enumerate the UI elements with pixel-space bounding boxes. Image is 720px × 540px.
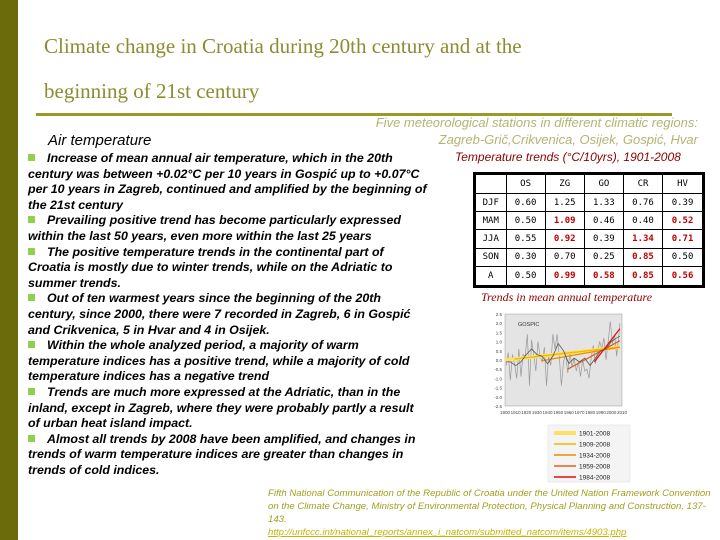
bullet-text: Out of ten warmest years since the beginning of the 20th century, since 2000, there were 7 recorded in Zagreb, 6 in Gospić and Crikvenica, 5 in Hvar and 4 in Osijek. — [28, 291, 411, 337]
row-label: SON — [475, 248, 507, 266]
citation-text: Fifth National Communication of the Republic of Croatia under the United Nation Framework Convention on the Climate Change, Ministry of Environmental Protection, Physical Planning and Construction, 137-143. — [268, 488, 711, 525]
table-title: Temperature trends (°C/10yrs), 1901-2008 — [455, 150, 681, 164]
table-cell: 0.46 — [584, 212, 623, 230]
stations-note — [376, 114, 698, 148]
x-tick-label: 1900 — [499, 410, 511, 415]
table-row — [475, 248, 704, 266]
x-tick-label: 1950 — [553, 410, 564, 415]
column-header: ZG — [545, 174, 584, 194]
bullet-text: Within the whole analyzed period, a majority of warm temperature indices has a positive trend, while a majority of cold temperature indices has a negative trend — [28, 338, 410, 384]
sidebar-accent-bar — [0, 0, 18, 540]
y-tick-label: -1.5 — [494, 385, 502, 391]
y-tick-label: 2.5 — [495, 312, 502, 317]
y-tick-label: 0.5 — [495, 348, 502, 354]
table-cell: 0.50 — [663, 248, 704, 266]
row-label: JJA — [475, 230, 507, 248]
stations-line1: Five meteorological stations in different climatic regions: — [375, 115, 698, 130]
bullet-item — [28, 291, 428, 338]
bullet-list — [28, 151, 428, 478]
bullet-text: Increase of mean annual air temperature, which in the 20th century was between +0.02°C per 10 years in Gospić up to +0.07°C per 10 years in Zagreb, continued and amplified by the beginning of the 21st century — [28, 151, 427, 212]
x-tick-label: 1920 — [521, 410, 532, 415]
chart-title: GOSPIC — [518, 322, 540, 328]
x-tick-label: 1960 — [563, 410, 574, 415]
table-caption: Trends in mean annual temperature — [481, 290, 653, 304]
y-tick-label: -1.0 — [494, 376, 502, 382]
row-label: MAM — [475, 212, 507, 230]
y-tick-label: 0.0 — [495, 358, 502, 363]
x-tick-label: 1990 — [595, 410, 606, 415]
table-cell: 0.58 — [584, 267, 623, 287]
bullet-item — [28, 432, 428, 479]
table-cell: 0.76 — [623, 193, 662, 211]
table-cell: 0.85 — [623, 267, 662, 287]
y-tick-label: -2.0 — [494, 394, 502, 400]
x-tick-label: 2000 — [606, 410, 617, 415]
table-cell: 0.99 — [545, 267, 584, 287]
y-tick-label: 1.0 — [495, 339, 502, 345]
table-cell: 0.39 — [584, 230, 623, 248]
bullet-marker-icon — [28, 216, 35, 223]
table-cell: 0.50 — [506, 267, 545, 287]
slide-title-line1: Climate change in Croatia during 20th century and at the — [44, 34, 522, 58]
bullet-item — [28, 338, 428, 385]
table-cell: 0.85 — [623, 248, 662, 266]
bullet-text: Trends are much more expressed at the Adriatic, than in the inland, except in Zagreb, where they were probably partly a result of urban heat island impact. — [28, 384, 414, 431]
bullet-item — [28, 245, 428, 292]
x-tick-label: 1980 — [585, 410, 596, 415]
x-tick-label: 2010 — [616, 410, 628, 415]
row-label: DJF — [475, 193, 507, 211]
legend-label: 1901-2008 — [579, 430, 611, 438]
gospic-temperature-chart — [478, 306, 638, 486]
bullet-marker-icon — [28, 294, 35, 301]
bullet-item — [28, 151, 428, 213]
table-cell: 0.71 — [663, 230, 704, 248]
section-heading: Air temperature — [48, 132, 152, 149]
y-tick-label: -2.5 — [494, 404, 502, 409]
column-header: OS — [506, 174, 545, 194]
table-cell: 0.40 — [623, 212, 662, 230]
table-cell: 0.30 — [506, 248, 545, 266]
legend-label: 1984-2008 — [579, 474, 611, 482]
table-row — [475, 230, 704, 248]
table-cell: 0.50 — [506, 212, 545, 230]
x-tick-label: 1970 — [574, 410, 585, 415]
column-header: CR — [623, 174, 662, 194]
bullet-text: The positive temperature trends in the continental part of Croatia is mostly due to winter trends, while on the Adriatic to summer trends. — [28, 244, 393, 290]
y-tick-label: 1.5 — [495, 330, 502, 336]
table-cell: 1.09 — [545, 212, 584, 230]
bullet-marker-icon — [28, 435, 35, 442]
legend-label: 1959-2008 — [579, 463, 611, 471]
bullet-text: Almost all trends by 2008 have been amplified, and changes in trends of warm temperature indices are greater than changes in trends of cold indices. — [28, 431, 416, 477]
citation-link[interactable]: http://unfccc.int/national_reports/annex_i_natcom/submitted_natcom/items/4903.php — [268, 527, 627, 538]
table-cell: 0.39 — [663, 193, 704, 211]
table-cell: 0.25 — [584, 248, 623, 266]
table-cell: 1.25 — [545, 193, 584, 211]
bullet-marker-icon — [28, 388, 35, 395]
table-cell: 0.92 — [545, 230, 584, 248]
trend-table — [473, 172, 705, 288]
table-cell: 0.60 — [506, 193, 545, 211]
column-header: GO — [584, 174, 623, 194]
slide-title-line2: beginning of 21st century — [44, 79, 260, 103]
row-label: A — [475, 267, 507, 287]
bullet-marker-icon — [28, 248, 35, 255]
legend-label: 1934-2008 — [579, 452, 611, 460]
legend-label: 1909-2008 — [579, 441, 611, 449]
table-row — [475, 212, 704, 230]
table-cell: 0.55 — [506, 230, 545, 248]
y-tick-label: -0.5 — [494, 367, 502, 373]
table-cell: 0.52 — [663, 212, 704, 230]
table-cell: 1.34 — [623, 230, 662, 248]
table-cell: 0.56 — [663, 267, 704, 287]
table-cell: 1.33 — [584, 193, 623, 211]
column-header: HV — [663, 174, 704, 194]
table-cell: 0.70 — [545, 248, 584, 266]
bullet-marker-icon — [28, 154, 35, 161]
bullet-marker-icon — [28, 341, 35, 348]
bullet-item — [28, 385, 428, 432]
y-tick-label: 2.0 — [495, 321, 502, 327]
source-citation — [268, 487, 713, 539]
table-row — [475, 267, 704, 287]
x-tick-label: 1940 — [542, 410, 553, 415]
stations-line2: Zagreb-Grič,Crikvenica, Osijek, Gospić, Hvar — [438, 132, 698, 147]
bullet-item — [28, 213, 428, 244]
table-row — [475, 193, 704, 211]
bullet-text: Prevailing positive trend has become particularly expressed within the last 50 years, even more within the last 25 years — [28, 213, 401, 243]
x-tick-label: 1910 — [510, 410, 521, 415]
column-header — [475, 174, 507, 194]
x-tick-label: 1930 — [531, 410, 542, 415]
